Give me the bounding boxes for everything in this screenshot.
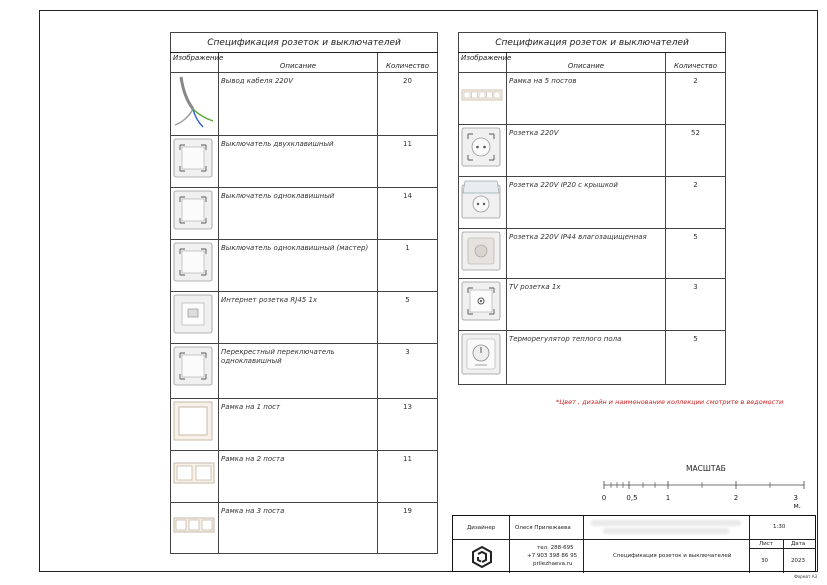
spec-table-right: [458, 32, 726, 385]
row-quantity: 2: [666, 73, 726, 125]
frame-5-post-icon: [461, 75, 503, 115]
single-switch-master-icon: [173, 242, 213, 282]
column-header-description: Описание: [507, 53, 666, 73]
table-row: [459, 177, 726, 229]
row-description: Розетка 220V: [507, 125, 666, 177]
scale-label: 1: [665, 494, 671, 502]
column-header-quantity: Количество: [666, 53, 726, 73]
row-quantity: 52: [666, 125, 726, 177]
row-quantity: 3: [666, 279, 726, 331]
row-quantity: 14: [378, 188, 438, 240]
row-description: Терморегулятор теплого пола: [507, 331, 666, 385]
row-description: Рамка на 1 пост: [219, 399, 378, 451]
year: 2023: [791, 558, 805, 564]
designer-name: Олеся Прилежаева: [515, 525, 571, 531]
table-row: [459, 125, 726, 177]
table-row: [171, 451, 438, 503]
frame-2-post-icon: [173, 453, 215, 493]
table-row: [171, 344, 438, 399]
row-description: Рамка на 5 постов: [507, 73, 666, 125]
row-quantity: 3: [378, 344, 438, 399]
row-description: Выключатель двухклавишный: [219, 136, 378, 188]
sheet-number: 30: [761, 558, 768, 564]
spec-table-left: [170, 32, 438, 554]
row-description: Рамка на 3 поста: [219, 503, 378, 554]
single-switch-icon: [173, 190, 213, 230]
column-header-quantity: Количество: [378, 53, 438, 73]
scale-label: 0,5: [626, 494, 638, 502]
cross-switch-icon: [173, 346, 213, 386]
socket-ip20-lid-icon: [461, 179, 501, 219]
sheet-name: Спецификация розеток и выключателей: [613, 553, 732, 559]
phone-2: +7 903 398 86 95: [527, 553, 578, 559]
table-row: [459, 229, 726, 279]
row-description: TV розетка 1x: [507, 279, 666, 331]
table-row: [171, 136, 438, 188]
row-quantity: 1: [378, 240, 438, 292]
table-row: [171, 240, 438, 292]
table-row: [171, 188, 438, 240]
row-quantity: 20: [378, 73, 438, 136]
row-description: Рамка на 2 поста: [219, 451, 378, 503]
scale-label: 0: [601, 494, 607, 502]
table-row: [171, 399, 438, 451]
row-quantity: 13: [378, 399, 438, 451]
row-description: Выключатель одноклавишный: [219, 188, 378, 240]
table-row: [171, 292, 438, 344]
scale-label: 2: [733, 494, 739, 502]
table-row: [459, 279, 726, 331]
double-switch-icon: [173, 138, 213, 178]
table-row: [459, 73, 726, 125]
date-label: Дата: [791, 541, 806, 547]
row-description: Перекрестный переключатель одноклавишный: [219, 344, 378, 399]
table-title: Спецификация розеток и выключателей: [459, 33, 726, 53]
table-row: [459, 331, 726, 385]
table-row: [171, 503, 438, 554]
table-row: [171, 73, 438, 136]
website: prilezhaeva.ru: [533, 561, 573, 567]
row-description: Розетка 220V IP20 с крышкой: [507, 177, 666, 229]
scale-value: 1:30: [773, 524, 786, 530]
column-header-description: Описание: [219, 53, 378, 73]
table-title: Спецификация розеток и выключателей: [171, 33, 438, 53]
designer-label: Дизайнер: [467, 525, 496, 531]
row-quantity: 19: [378, 503, 438, 554]
redacted-project-address: [603, 528, 729, 534]
row-quantity: 5: [666, 229, 726, 279]
sheet-label: Лист: [759, 541, 773, 547]
row-description: Вывод кабеля 220V: [219, 73, 378, 136]
title-block: [452, 515, 816, 572]
row-quantity: 11: [378, 451, 438, 503]
redacted-project-name: [591, 520, 741, 526]
row-quantity: 5: [378, 292, 438, 344]
frame-3-post-icon: [173, 505, 215, 545]
row-description: Розетка 220V IP44 влагозащищенная: [507, 229, 666, 279]
row-quantity: 5: [666, 331, 726, 385]
tv-socket-icon: [461, 281, 501, 321]
format-label: Формат А3: [794, 574, 817, 579]
phone-1: тел. 288-695: [537, 545, 574, 551]
column-header-image: Изображение: [459, 53, 507, 73]
thermostat-icon: [461, 333, 501, 375]
collection-note: *Цвет , дизайн и наименование коллекции смотрите в ведомости: [556, 398, 784, 406]
row-description: Выключатель одноклавишный (мастер): [219, 240, 378, 292]
socket-ip44-icon: [461, 231, 501, 271]
studio-logo-icon: [470, 545, 494, 569]
frame-1-post-icon: [173, 401, 213, 441]
socket-220v-icon: [461, 127, 501, 167]
rj45-socket-icon: [173, 294, 213, 334]
row-quantity: 11: [378, 136, 438, 188]
scale-label: 3 м.: [793, 494, 802, 510]
scale-bar: [598, 462, 810, 510]
row-quantity: 2: [666, 177, 726, 229]
column-header-image: Изображение: [171, 53, 219, 73]
row-description: Интернет розетка RJ45 1x: [219, 292, 378, 344]
cable-icon: [173, 75, 215, 129]
scale-title: МАСШТАБ: [686, 464, 726, 473]
